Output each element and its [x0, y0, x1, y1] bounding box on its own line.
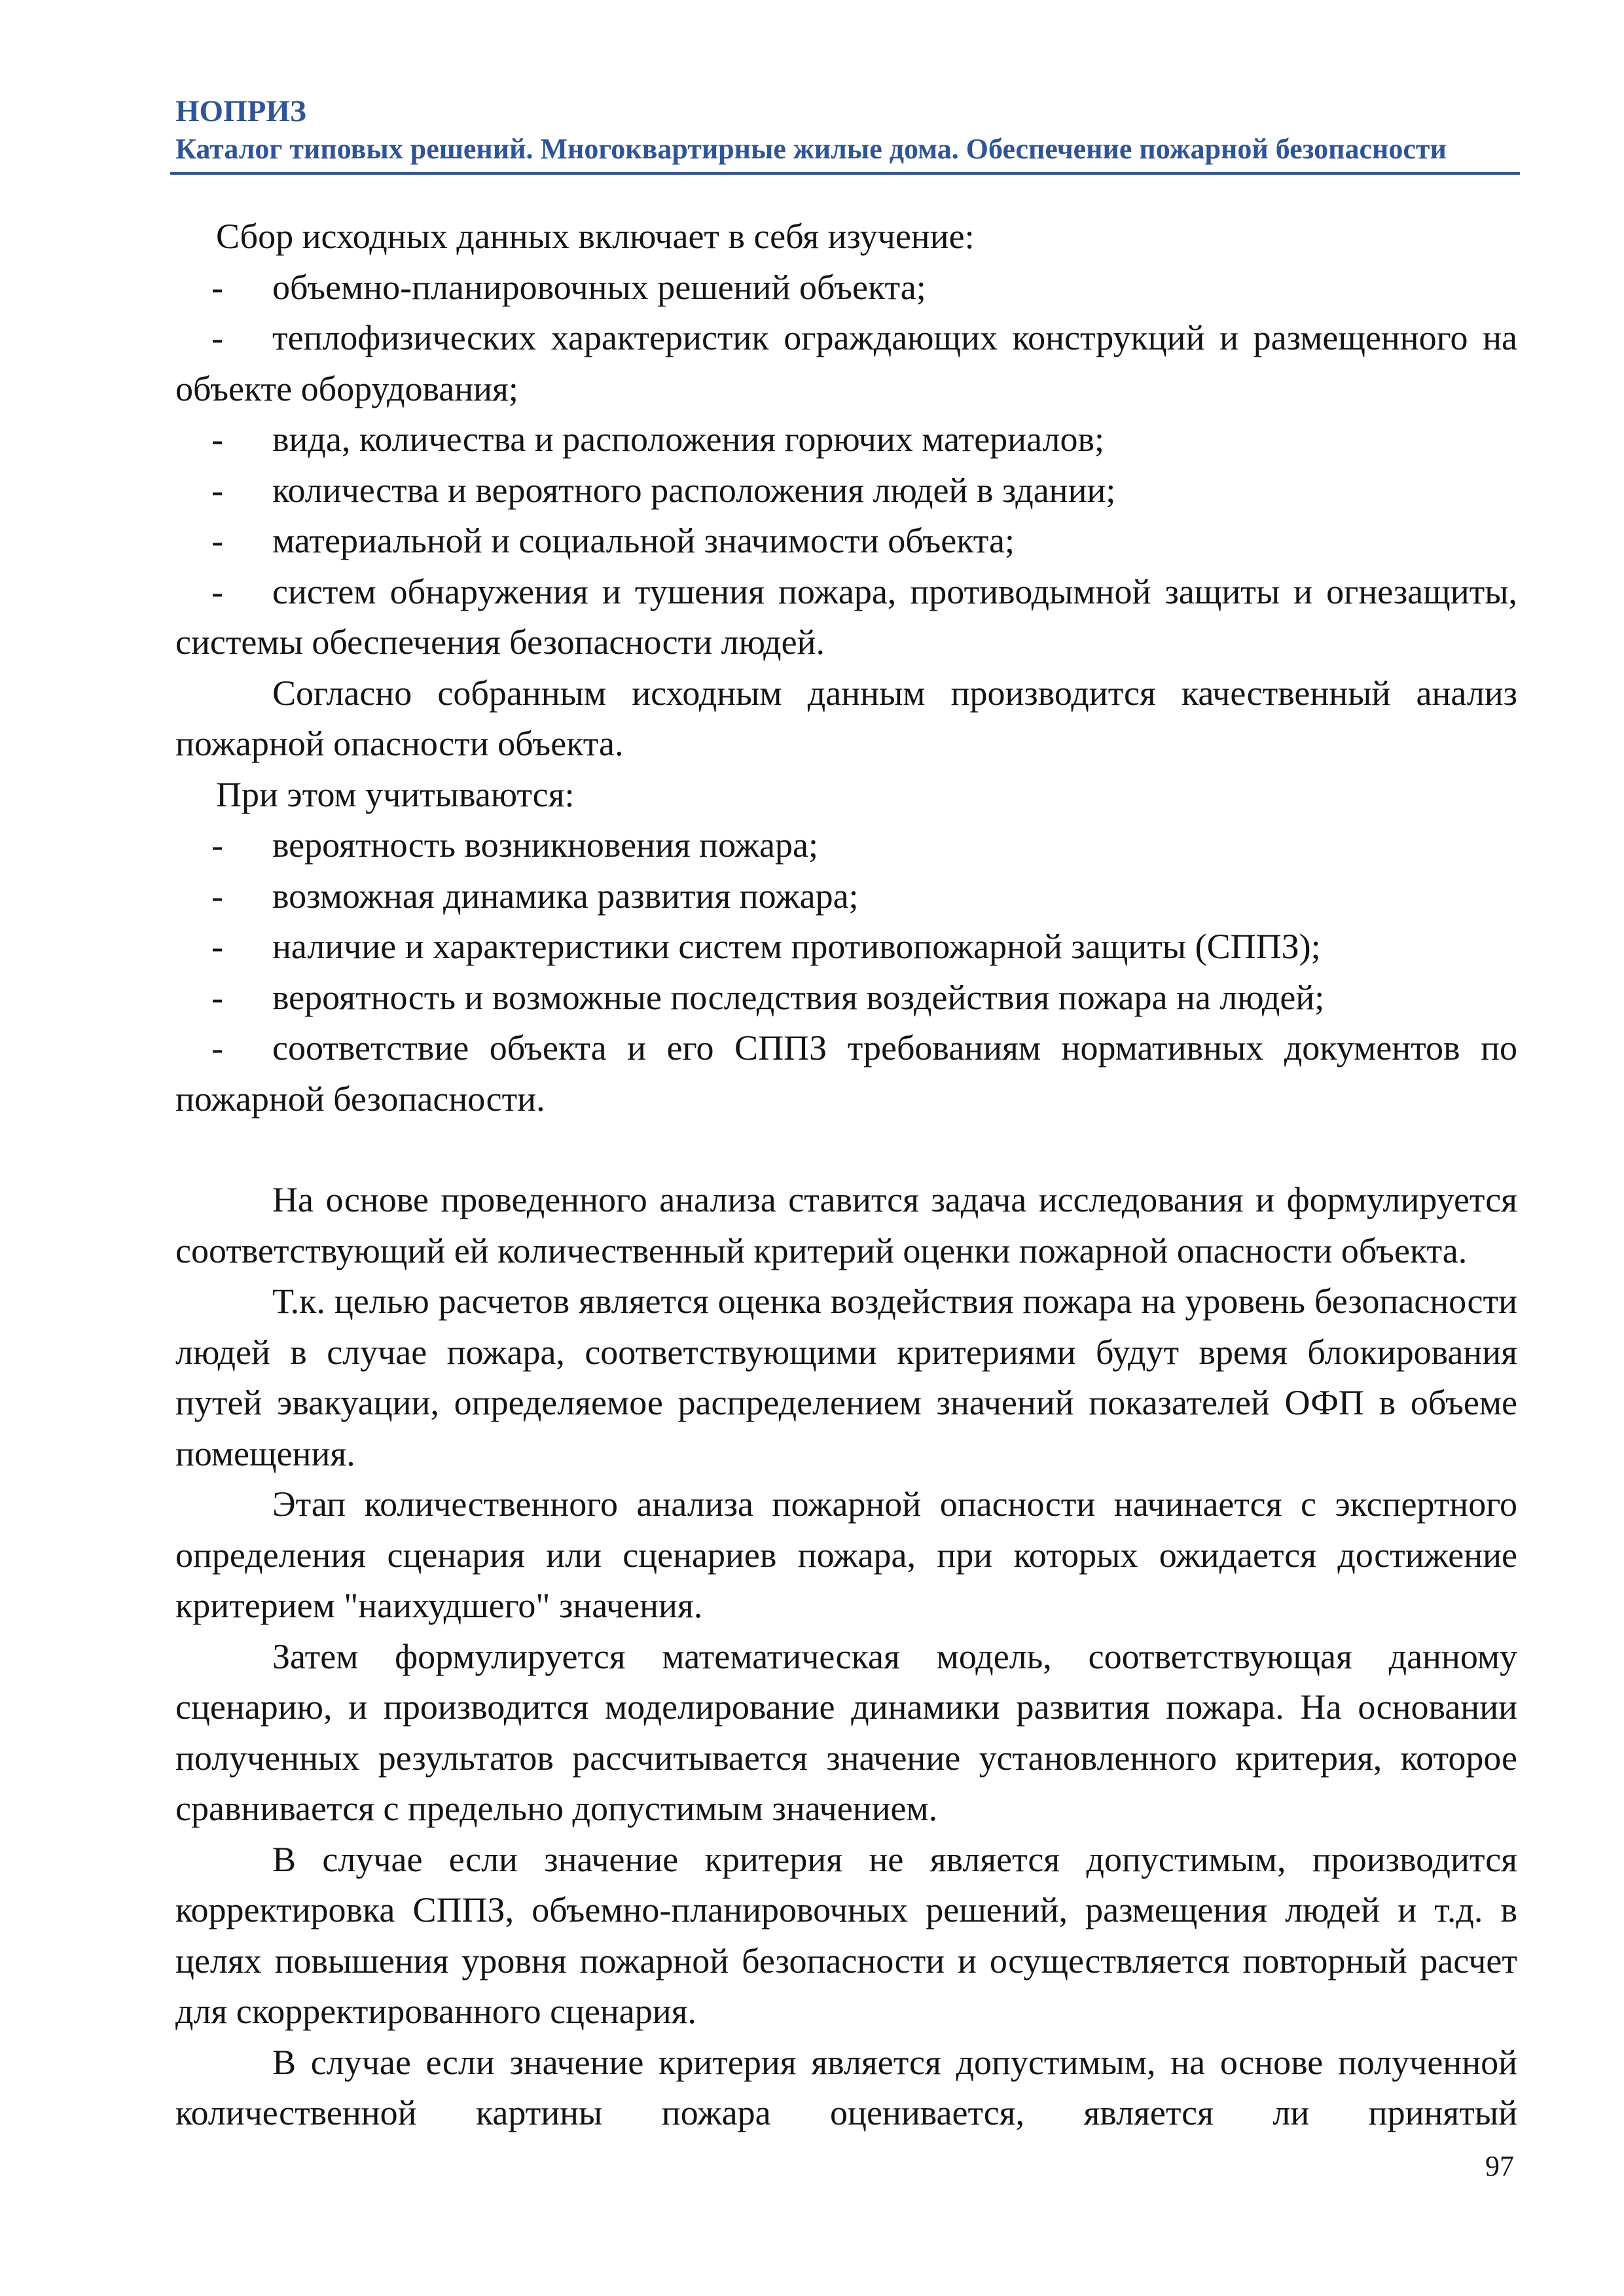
- list-item: - систем обнаружения и тушения пожара, противодымной защиты и огнезащиты, системы обеспечения безопасности людей.: [175, 567, 1517, 668]
- list-item: - материальной и социальной значимости объекта;: [175, 516, 1517, 567]
- catalog-subtitle: Каталог типовых решений. Многоквартирные жилые дома. Обеспечение пожарной безопасности: [175, 133, 1447, 165]
- list-dash: -: [211, 571, 223, 611]
- list-item: - наличие и характеристики систем противопожарной защиты (СППЗ);: [175, 922, 1517, 973]
- list-dash: -: [211, 1028, 223, 1067]
- list-item: - теплофизических характеристик ограждающих конструкций и размещенного на объекте оборудования;: [175, 313, 1517, 414]
- list-dash: -: [211, 825, 223, 865]
- body-paragraph: Т.к. целью расчетов является оценка воздействия пожара на уровень безопасности людей в случае пожара, соответствующими критериями будут время блокирования путей эвакуации, определяемое распределением значений показателей ОФП в объеме помещения.: [175, 1282, 1517, 1473]
- header-rule: [170, 172, 1520, 175]
- list-dash: -: [211, 927, 223, 966]
- list-dash: -: [211, 470, 223, 510]
- list-item: - вероятность возникновения пожара;: [175, 820, 1517, 871]
- body-paragraph: На основе проведенного анализа ставится задача исследования и формулируется соответствующий ей количественный критерий оценки пожарной опасности объекта.: [175, 1180, 1517, 1270]
- intro-paragraph: Сбор исходных данных включает в себя изучение:: [216, 217, 975, 256]
- list-dash: -: [211, 876, 223, 916]
- analysis-paragraph: Согласно собранным исходным данным производится качественный анализ пожарной опасности объекта.: [175, 673, 1517, 763]
- list-item: - вида, количества и расположения горючих материалов;: [175, 414, 1517, 465]
- page-body: [175, 211, 1517, 2139]
- list-item: - соответствие объекта и его СППЗ требованиям нормативных документов по пожарной безопасности.: [175, 1023, 1517, 1124]
- body-paragraph: В случае если значение критерия не является допустимым, производится корректировка СППЗ, объемно-планировочных решений, размещения людей и т.д. в целях повышения уровня пожарной безопасности и осуществляется повторный расчет для скорректированного сценария.: [175, 1839, 1517, 2031]
- list-item: - возможная динамика развития пожара;: [175, 871, 1517, 922]
- list-dash: -: [211, 420, 223, 459]
- org-name: НОПРИЗ: [175, 94, 306, 128]
- list-dash: -: [211, 267, 223, 307]
- list-item: - вероятность и возможные последствия воздействия пожара на людей;: [175, 973, 1517, 1024]
- list-dash: -: [211, 521, 223, 560]
- page-number: 97: [1485, 2150, 1514, 2182]
- consider-intro: При этом учитываются:: [216, 774, 575, 814]
- document-header: [175, 92, 1517, 168]
- list-dash: -: [211, 318, 223, 357]
- list-item: - объемно-планировочных решений объекта;: [175, 262, 1517, 314]
- body-paragraph: Затем формулируется математическая модель, соответствующая данному сценарию, и производится моделирование динамики развития пожара. На основании полученных результатов рассчитывается значение установленного критерия, которое сравнивается с предельно допустимым значением.: [175, 1636, 1517, 1828]
- body-paragraph: Этап количественного анализа пожарной опасности начинается с экспертного определения сценария или сценариев пожара, при которых ожидается достижение критерием "наихудшего" значения.: [175, 1484, 1517, 1625]
- spacer: [175, 1124, 1517, 1175]
- list-dash: -: [211, 977, 223, 1017]
- list-item: - количества и вероятного расположения людей в здании;: [175, 465, 1517, 516]
- body-paragraph: В случае если значение критерия является допустимым, на основе полученной количественной картины пожара оценивается, является ли принятый: [175, 2042, 1517, 2132]
